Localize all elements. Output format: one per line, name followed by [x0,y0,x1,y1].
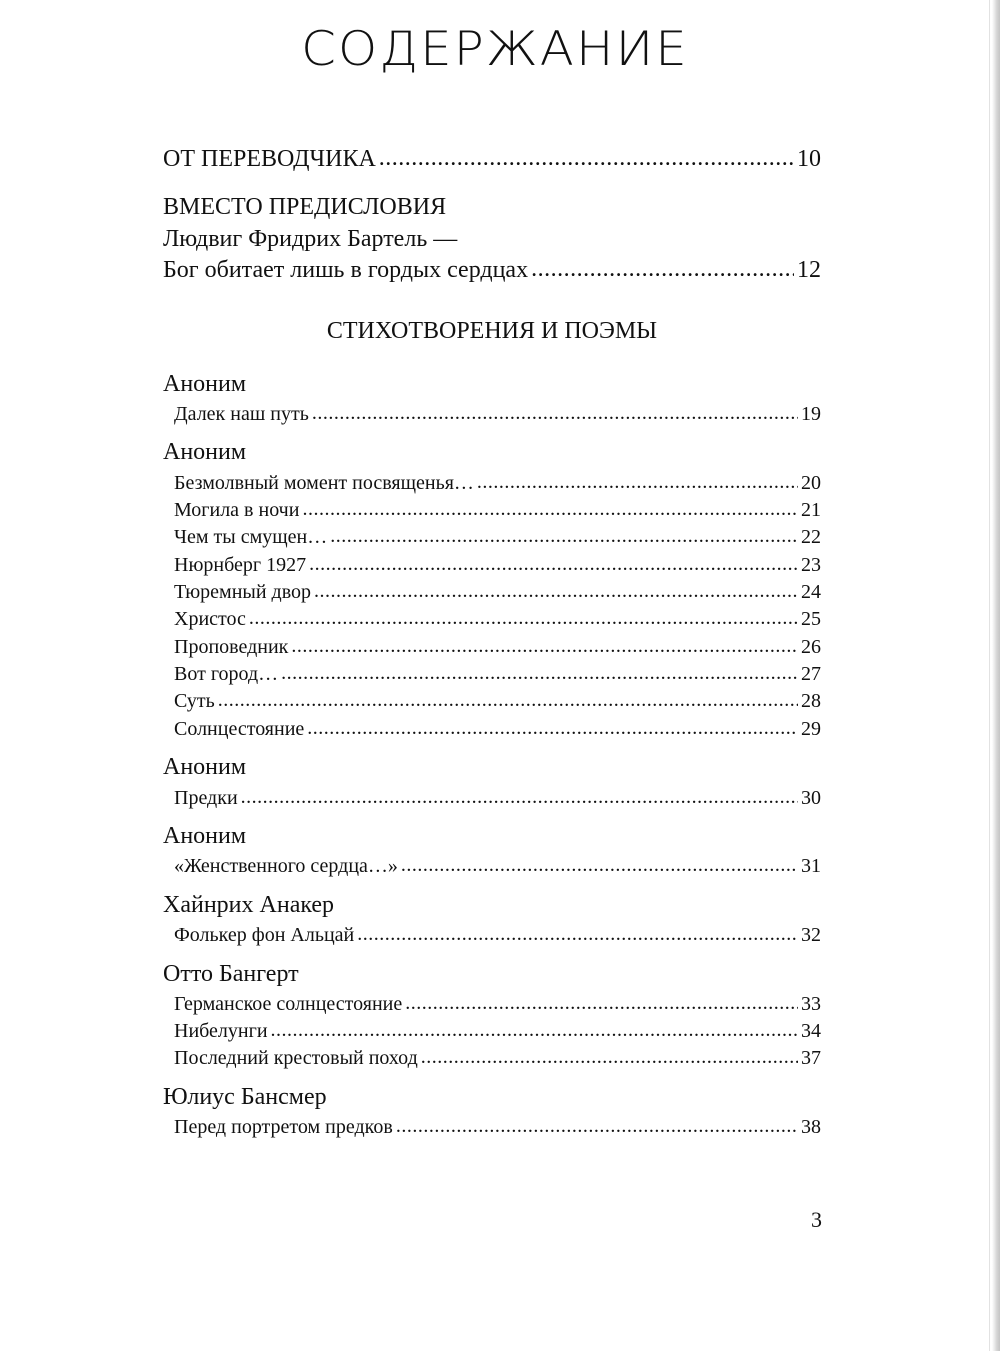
toc-entry[interactable] [163,499,821,522]
toc-entry-translator[interactable] [163,146,821,173]
author-name: Аноним [163,439,247,465]
dot-leader [302,498,798,521]
author-name: Юлиус Бансмер [163,1084,327,1110]
toc-entry[interactable] [163,855,821,878]
author-name: Аноним [163,823,247,849]
toc-entry-page: 37 [801,1047,821,1069]
page-title: СОДЕРЖАНИЕ [301,22,689,77]
toc-entry[interactable] [163,993,821,1016]
toc-entry[interactable] [163,526,821,549]
toc-entry[interactable] [163,1116,821,1139]
toc-entry-page: 27 [801,663,821,685]
section-heading: СТИХОТВОРЕНИЯ И ПОЭМЫ [326,318,658,344]
toc-entry-page: 21 [801,499,821,521]
toc-entry-label: Чем ты смущен… [174,526,328,548]
toc-entry[interactable] [163,690,821,713]
toc-entry[interactable] [163,718,821,741]
toc-entry[interactable] [163,403,821,426]
toc-entry-page: 19 [801,403,821,425]
toc-entry-label: Проповедник [174,636,289,658]
page-edge-line [989,0,990,1351]
toc-entry[interactable] [163,787,821,810]
author-name: Хайнрих Анакер [163,892,335,918]
toc-entry[interactable] [163,608,821,631]
dot-leader [281,662,798,685]
toc-entry-page: 31 [801,855,821,877]
toc-entry-page: 20 [801,472,821,494]
toc-entry-page: 25 [801,608,821,630]
toc-entry[interactable] [163,581,821,604]
toc-entry-page: 30 [801,787,821,809]
toc-entry[interactable] [163,663,821,686]
dot-leader [309,553,798,576]
toc-entry-label: ОТ ПЕРЕВОДЧИКА [163,146,376,172]
dot-leader [241,786,798,809]
toc-entry-label: Германское солнцестояние [174,993,403,1015]
toc-entry-page: 38 [801,1116,821,1138]
dot-leader [312,402,798,425]
toc-entry-label: Безмолвный момент посвященья… [174,472,474,494]
toc-entry-label: Суть [174,690,215,712]
toc-entry-page: 10 [797,146,821,172]
dot-leader [314,580,798,603]
toc-entry-page: 32 [801,924,821,946]
toc-entry-page: 26 [801,636,821,658]
toc-entry-label: «Женственного сердца…» [174,855,398,877]
dot-leader [477,471,798,494]
page-number: 3 [811,1207,822,1232]
toc-entry-label: Нибелунги [174,1020,268,1042]
dot-leader [218,689,798,712]
toc-entry-page: 22 [801,526,821,548]
dot-leader [401,854,798,877]
author-name: Отто Бангерт [163,961,299,987]
toc-preface-author: Людвиг Фридрих Бартель — [163,226,458,252]
toc-entry-page: 29 [801,718,821,740]
toc-entry-page: 33 [801,993,821,1015]
dot-leader [405,992,798,1015]
toc-entry-preface[interactable] [163,257,821,284]
toc-entry-page: 34 [801,1020,821,1042]
dot-leader [396,1115,798,1138]
dot-leader [249,607,798,630]
toc-entry-page: 28 [801,690,821,712]
toc-entry-label: Могила в ночи [174,499,300,521]
dot-leader [291,635,798,658]
toc-entry-label: Тюремный двор [174,581,312,603]
page-edge-shadow [992,0,1000,1351]
dot-leader [330,525,798,548]
toc-entry-label: Нюрнберг 1927 [174,554,307,576]
author-name: Аноним [163,754,247,780]
toc-entry-label: Бог обитает лишь в гордых сердцах [163,257,529,283]
dot-leader [379,145,794,172]
toc-entry[interactable] [163,924,821,947]
toc-entry-label: Предки [174,787,238,809]
dot-leader [307,717,798,740]
toc-entry-label: Перед портретом предков [174,1116,393,1138]
toc-entry-label: Христос [174,608,246,630]
dot-leader [357,923,798,946]
toc-entry-label: Солнцестояние [174,718,305,740]
toc-entry[interactable] [163,1020,821,1043]
dot-leader [531,256,794,283]
dot-leader [421,1046,798,1069]
author-name: Аноним [163,371,247,397]
toc-entry-label: Вот город… [174,663,279,685]
toc-entry[interactable] [163,472,821,495]
toc-entry[interactable] [163,636,821,659]
toc-entry-label: Последний крестовый поход [174,1047,418,1069]
toc-entry-page: 12 [797,257,821,283]
toc-entry[interactable] [163,1047,821,1070]
toc-entry[interactable] [163,554,821,577]
toc-entry-page: 24 [801,581,821,603]
toc-preface-heading: ВМЕСТО ПРЕДИСЛОВИЯ [163,194,447,220]
dot-leader [271,1019,798,1042]
toc-entry-label: Фолькер фон Альцай [174,924,355,946]
toc-entry-page: 23 [801,554,821,576]
toc-entry-label: Далек наш путь [174,403,309,425]
